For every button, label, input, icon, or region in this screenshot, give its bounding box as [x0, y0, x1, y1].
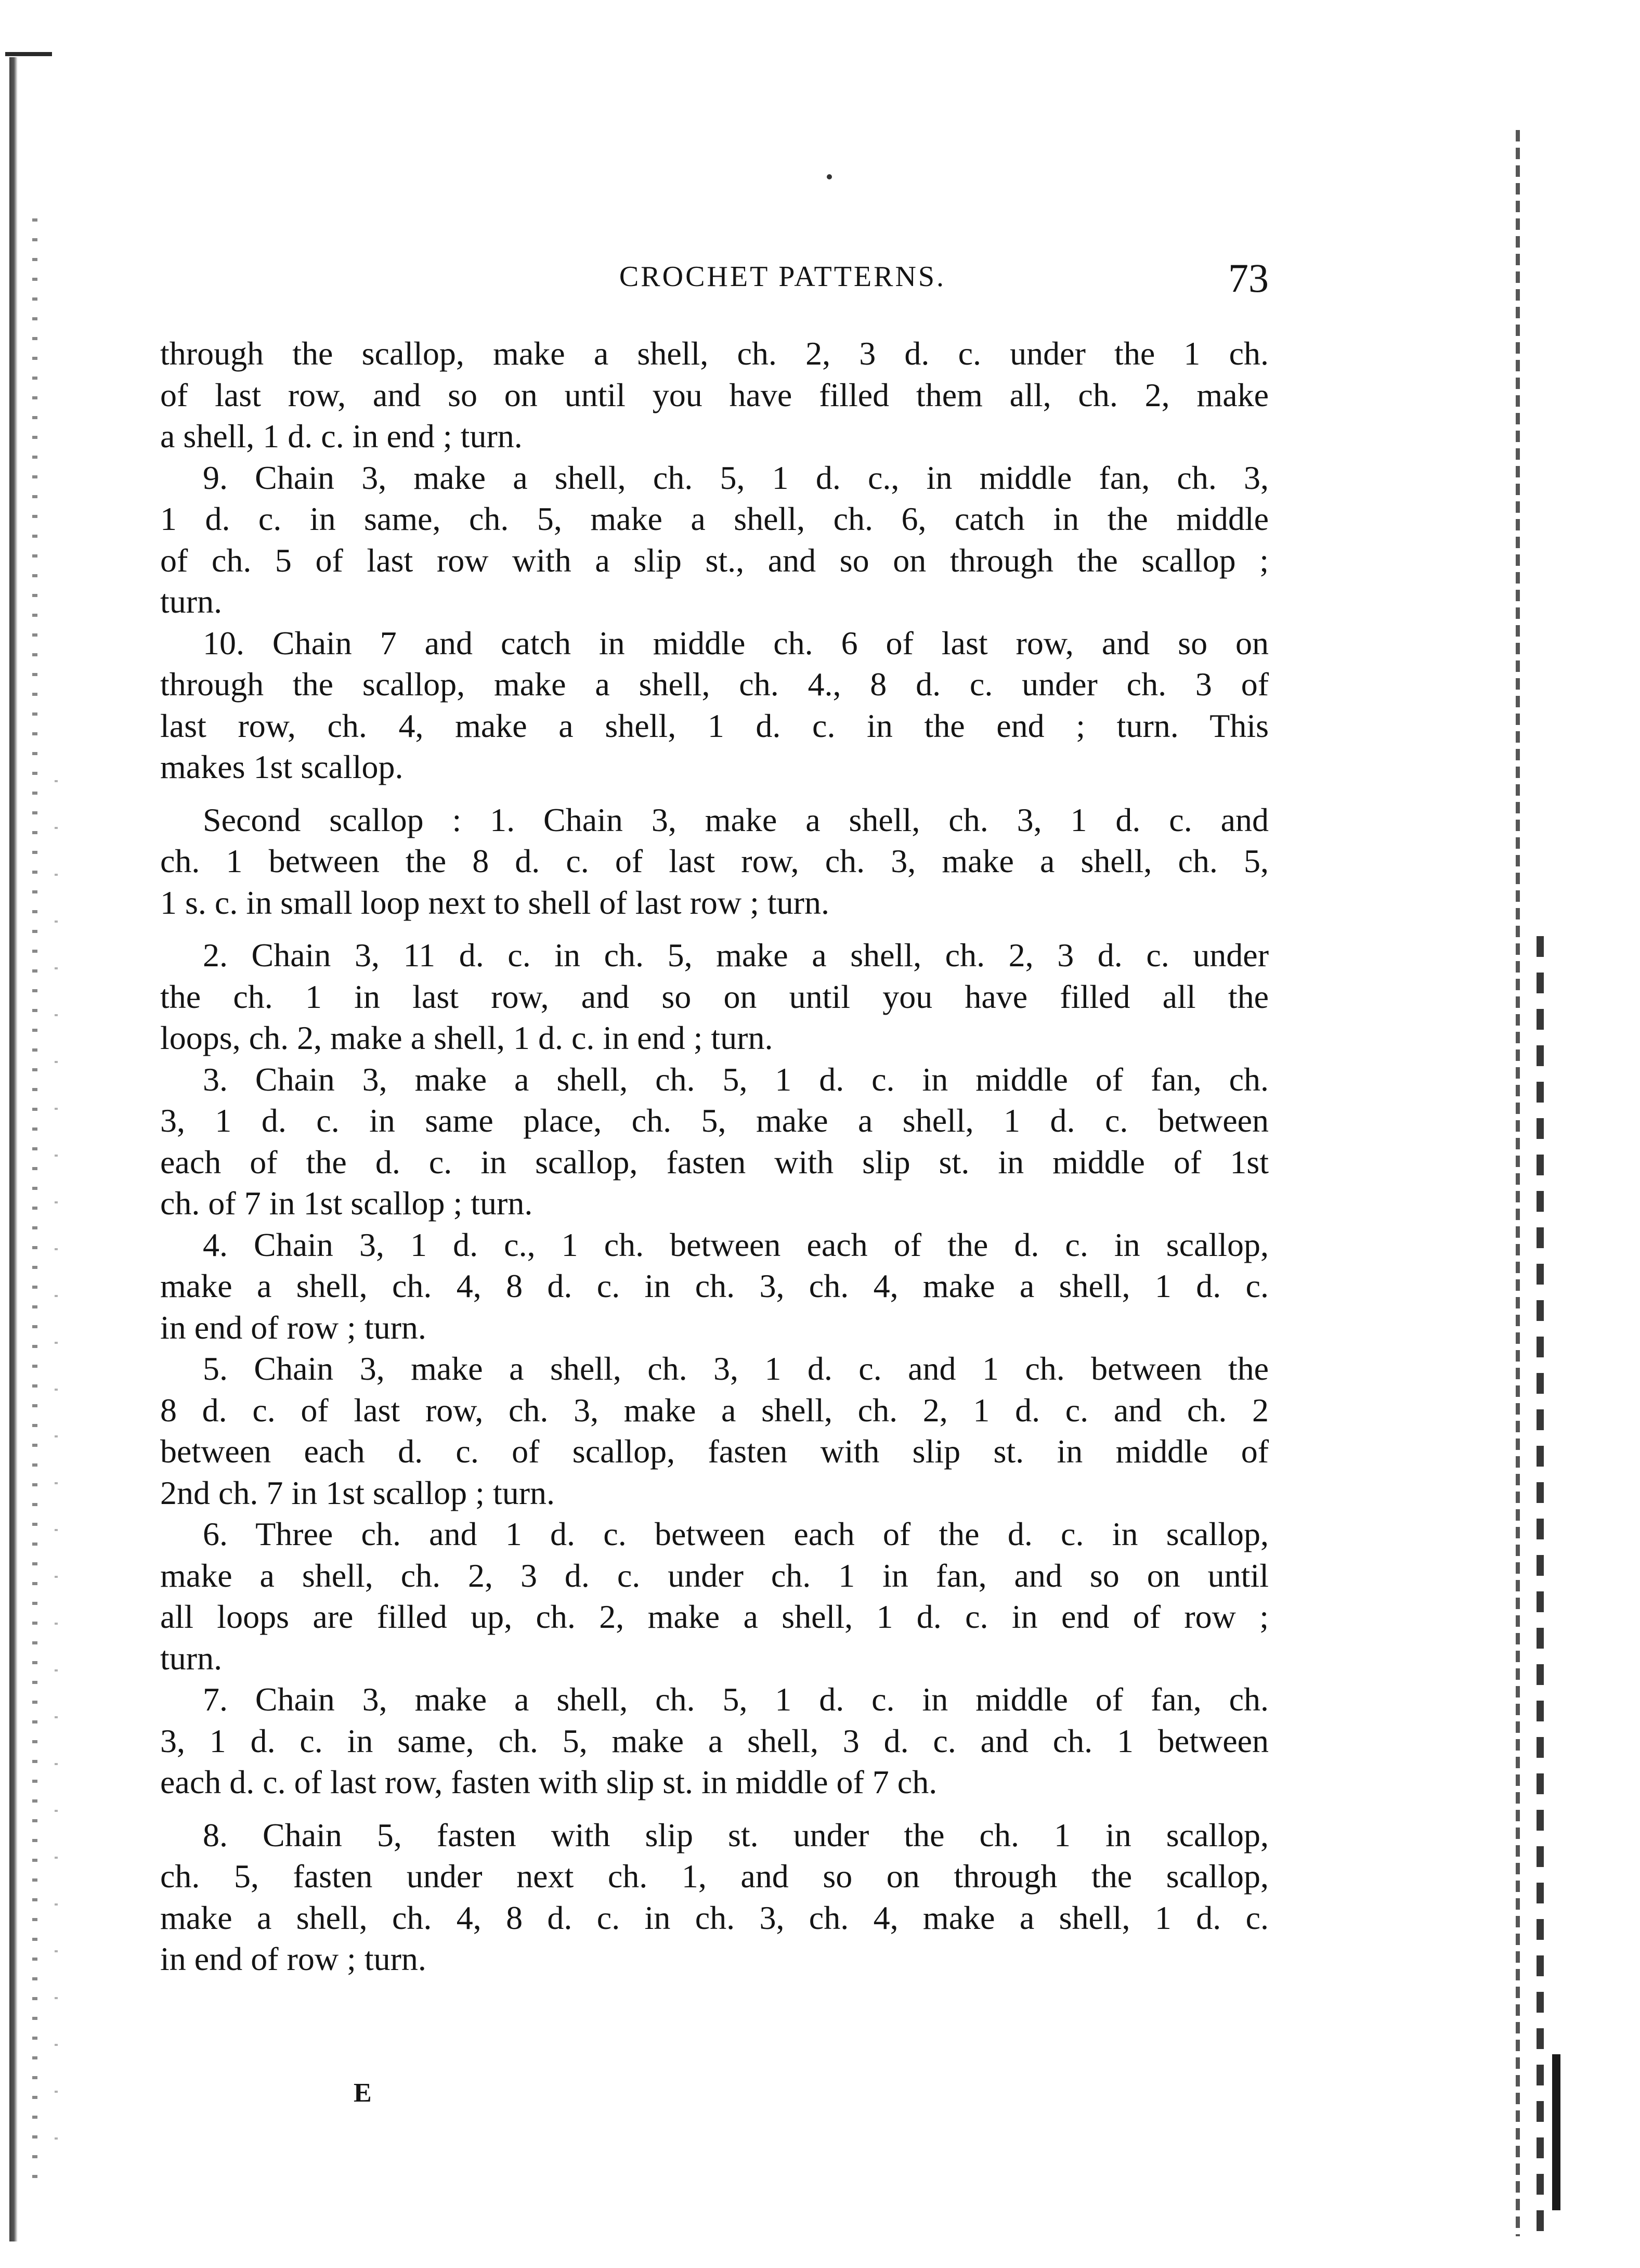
text-line: 3, 1 d. c. in same, ch. 5, make a shell, 3 d. c. and ch. 1 between — [160, 1722, 1269, 1759]
text-line: last row, ch. 4, make a shell, 1 d. c. in the end ; turn. This — [160, 707, 1269, 744]
text-line: 7. Chain 3, make a shell, ch. 5, 1 d. c. in middle of fan, ch. — [203, 1681, 1269, 1718]
text-line: turn. — [160, 1639, 223, 1677]
paragraph-gap — [160, 923, 1269, 935]
text-line: 3, 1 d. c. in same place, ch. 5, make a shell, 1 d. c. between — [160, 1102, 1269, 1139]
text-line: 8 d. c. of last row, ch. 3, make a shell, ch. 2, 1 d. c. and ch. 2 — [160, 1391, 1269, 1429]
scan-speckle-left — [32, 218, 37, 2195]
text-line: 5. Chain 3, make a shell, ch. 3, 1 d. c. and 1 ch. between the — [203, 1350, 1269, 1387]
text-line: the ch. 1 in last row, and so on until you have filled all the — [160, 978, 1269, 1015]
scan-speck — [827, 174, 832, 179]
running-head: CROCHET PATTERNS. — [619, 261, 946, 293]
text-line: 4. Chain 3, 1 d. c., 1 ch. between each of the d. c. in scallop, — [203, 1226, 1269, 1263]
scan-edge-right — [1516, 130, 1520, 2236]
scan-edge-right-corner — [1552, 2054, 1560, 2210]
text-line: of ch. 5 of last row with a slip st., and so on through the scallop ; — [160, 541, 1269, 579]
text-line: 8. Chain 5, fasten with slip st. under the ch. 1 in scallop, — [203, 1816, 1269, 1854]
paragraph — [160, 935, 1269, 1059]
text-line: 6. Three ch. and 1 d. c. between each of the d. c. in scallop, — [203, 1515, 1269, 1552]
text-line: 2nd ch. 7 in 1st scallop ; turn. — [160, 1474, 555, 1511]
text-line: 9. Chain 3, make a shell, ch. 5, 1 d. c., in middle fan, ch. 3, — [203, 459, 1269, 496]
text-line: turn. — [160, 583, 223, 620]
paragraph — [160, 1679, 1269, 1803]
text-line: 2. Chain 3, 11 d. c. in ch. 5, make a shell, ch. 2, 3 d. c. under — [203, 937, 1269, 974]
text-line: 3. Chain 3, make a shell, ch. 5, 1 d. c. in middle of fan, ch. — [203, 1060, 1269, 1098]
scan-edge-top-left — [5, 52, 52, 56]
paragraph — [160, 1513, 1269, 1679]
paragraph — [160, 1348, 1269, 1513]
text-line: in end of row ; turn. — [160, 1308, 426, 1346]
text-line: make a shell, ch. 2, 3 d. c. under ch. 1 in fan, and so on until — [160, 1557, 1269, 1594]
paragraph — [160, 1815, 1269, 1980]
text-line: Second scallop : 1. Chain 3, make a shell, ch. 3, 1 d. c. and — [203, 801, 1269, 838]
text-line: each d. c. of last row, fasten with slip st. in middle of 7 ch. — [160, 1764, 938, 1800]
text-line: make a shell, ch. 4, 8 d. c. in ch. 3, ch. 4, make a shell, 1 d. c. — [160, 1899, 1269, 1936]
text-line: ch. of 7 in 1st scallop ; turn. — [160, 1185, 533, 1222]
scan-edge-left — [9, 57, 18, 2241]
text-line: each of the d. c. in scallop, fasten with slip st. in middle of 1st — [160, 1143, 1269, 1181]
paragraph — [160, 1224, 1269, 1349]
text-line: between each d. c. of scallop, fasten with slip st. in middle of — [160, 1433, 1269, 1470]
paragraph — [160, 623, 1269, 788]
paragraph — [160, 799, 1269, 924]
text-line: in end of row ; turn. — [160, 1940, 426, 1977]
text-line: ch. 1 between the 8 d. c. of last row, ch. 3, make a shell, ch. 5, — [160, 843, 1269, 879]
text-line: make a shell, ch. 4, 8 d. c. in ch. 3, ch. 4, make a shell, 1 d. c. — [160, 1267, 1269, 1304]
scan-speckle-left-inner — [55, 780, 58, 2184]
paragraph — [160, 333, 1269, 457]
text-line: through the scallop, make a shell, ch. 2, 3 d. c. under the 1 ch. — [160, 335, 1269, 372]
paragraph — [160, 1059, 1269, 1224]
text-line: all loops are filled up, ch. 2, make a shell, 1 d. c. in end of row ; — [160, 1598, 1269, 1635]
text-line: of last row, and so on until you have filled them all, ch. 2, make — [160, 376, 1269, 413]
text-line: 1 d. c. in same, ch. 5, make a shell, ch. 6, catch in the middle — [160, 500, 1269, 537]
text-line: makes 1st scallop. — [160, 748, 404, 785]
paragraph-gap — [160, 1803, 1269, 1815]
text-line: ch. 5, fasten under next ch. 1, and so on through the scallop, — [160, 1858, 1269, 1895]
scan-edge-right-outer — [1537, 936, 1544, 2236]
signature-mark: E — [354, 2078, 372, 2108]
text-line: through the scallop, make a shell, ch. 4., 8 d. c. under ch. 3 of — [160, 666, 1269, 703]
paragraph-gap — [160, 788, 1269, 799]
page-body — [160, 333, 1269, 1980]
text-line: loops, ch. 2, make a shell, 1 d. c. in end ; turn. — [160, 1019, 773, 1056]
paragraph — [160, 457, 1269, 623]
page-number: 73 — [1228, 255, 1269, 301]
text-line: a shell, 1 d. c. in end ; turn. — [160, 418, 523, 455]
text-line: 1 s. c. in small loop next to shell of last row ; turn. — [160, 884, 829, 921]
text-line: 10. Chain 7 and catch in middle ch. 6 of last row, and so on — [203, 624, 1269, 662]
page-header — [156, 255, 1269, 317]
